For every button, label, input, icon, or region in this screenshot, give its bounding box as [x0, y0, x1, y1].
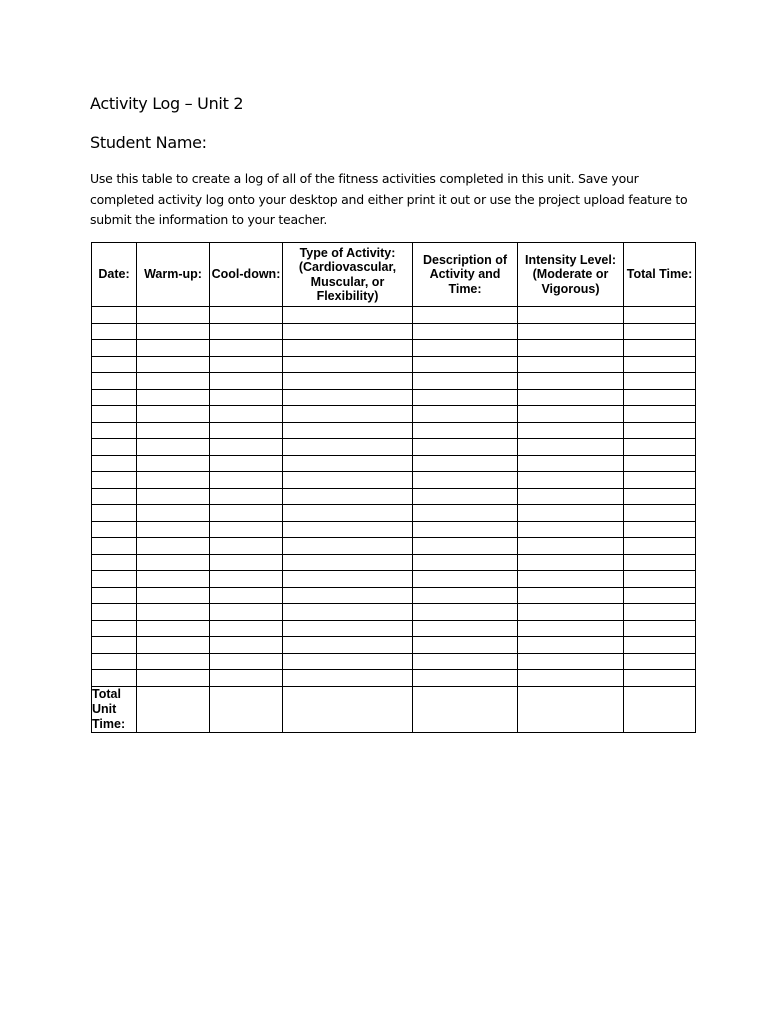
table-cell[interactable] [283, 356, 413, 373]
table-cell[interactable] [283, 653, 413, 670]
table-cell[interactable] [137, 472, 210, 489]
table-cell[interactable] [92, 620, 137, 637]
activity-log-table [91, 242, 696, 733]
table-cell[interactable] [413, 439, 518, 456]
table-cell[interactable] [283, 571, 413, 588]
table-header-row [92, 243, 696, 307]
table-cell[interactable] [413, 488, 518, 505]
table-cell[interactable] [92, 571, 137, 588]
table-cell[interactable] [283, 439, 413, 456]
table-cell[interactable] [283, 604, 413, 621]
table-cell[interactable] [624, 356, 696, 373]
table-cell[interactable] [518, 554, 624, 571]
table-cell[interactable] [518, 637, 624, 654]
total-cell[interactable] [624, 686, 696, 732]
table-cell[interactable] [210, 670, 283, 687]
table-cell[interactable] [210, 455, 283, 472]
table-cell[interactable] [137, 670, 210, 687]
table-cell[interactable] [210, 307, 283, 324]
table-cell[interactable] [92, 422, 137, 439]
table-cell[interactable] [283, 307, 413, 324]
table-row [92, 406, 696, 423]
table-row [92, 439, 696, 456]
table-cell[interactable] [92, 587, 137, 604]
table-cell[interactable] [210, 323, 283, 340]
table-row [92, 323, 696, 340]
table-cell[interactable] [137, 488, 210, 505]
table-cell[interactable] [624, 538, 696, 555]
table-cell[interactable] [283, 455, 413, 472]
table-cell[interactable] [518, 422, 624, 439]
table-cell[interactable] [283, 323, 413, 340]
table-row [92, 604, 696, 621]
table-cell[interactable] [210, 406, 283, 423]
table-cell[interactable] [283, 389, 413, 406]
table-cell[interactable] [283, 521, 413, 538]
header-date: Date: [92, 243, 137, 307]
table-cell[interactable] [624, 505, 696, 522]
header-intensity-level: Intensity Level: (Moderate or Vigorous) [518, 243, 624, 307]
table-cell[interactable] [137, 389, 210, 406]
table-cell[interactable] [413, 373, 518, 390]
table-cell[interactable] [413, 340, 518, 357]
table-cell[interactable] [624, 406, 696, 423]
header-type-of-activity: Type of Activity: (Cardiovascular, Muscular, or Flexibility) [283, 243, 413, 307]
table-cell[interactable] [283, 554, 413, 571]
table-cell[interactable] [92, 604, 137, 621]
table-cell[interactable] [518, 505, 624, 522]
table-row [92, 422, 696, 439]
table-cell[interactable] [413, 356, 518, 373]
table-cell[interactable] [210, 521, 283, 538]
table-cell[interactable] [137, 521, 210, 538]
table-cell[interactable] [137, 422, 210, 439]
table-cell[interactable] [137, 587, 210, 604]
table-cell[interactable] [137, 356, 210, 373]
table-cell[interactable] [413, 587, 518, 604]
table-cell[interactable] [283, 670, 413, 687]
table-cell[interactable] [413, 455, 518, 472]
table-cell[interactable] [518, 439, 624, 456]
table-cell[interactable] [624, 571, 696, 588]
table-cell[interactable] [624, 422, 696, 439]
table-cell[interactable] [283, 587, 413, 604]
table-cell[interactable] [624, 307, 696, 324]
table-cell[interactable] [137, 406, 210, 423]
table-row [92, 521, 696, 538]
table-cell[interactable] [137, 554, 210, 571]
table-cell[interactable] [518, 373, 624, 390]
table-cell[interactable] [518, 455, 624, 472]
table-cell[interactable] [137, 620, 210, 637]
table-cell[interactable] [624, 340, 696, 357]
table-row [92, 538, 696, 555]
table-cell[interactable] [137, 571, 210, 588]
table-cell[interactable] [92, 340, 137, 357]
table-cell[interactable] [518, 307, 624, 324]
table-row [92, 670, 696, 687]
table-row [92, 488, 696, 505]
table-row [92, 571, 696, 588]
table-cell[interactable] [518, 389, 624, 406]
instructions-paragraph: Use this table to create a log of all of the fitness activities completed in this unit. Save your completed activity log onto your desktop and either print it out or use the project upload feature to submit the information to your teacher. [90, 171, 688, 227]
table-row [92, 653, 696, 670]
table-cell[interactable] [137, 340, 210, 357]
table-cell[interactable] [413, 323, 518, 340]
table-cell[interactable] [624, 373, 696, 390]
table-cell[interactable] [413, 307, 518, 324]
table-cell[interactable] [210, 653, 283, 670]
table-row [92, 505, 696, 522]
table-row [92, 620, 696, 637]
table-cell[interactable] [624, 521, 696, 538]
total-cell[interactable] [518, 686, 624, 732]
table-cell[interactable] [283, 373, 413, 390]
table-cell[interactable] [210, 340, 283, 357]
total-cell[interactable] [283, 686, 413, 732]
table-body [92, 307, 696, 733]
table-cell[interactable] [518, 604, 624, 621]
table-cell[interactable] [210, 373, 283, 390]
table-cell[interactable] [92, 554, 137, 571]
total-row [92, 686, 696, 732]
table-cell[interactable] [518, 670, 624, 687]
table-cell[interactable] [210, 356, 283, 373]
table-cell[interactable] [92, 406, 137, 423]
table-cell[interactable] [92, 505, 137, 522]
table-cell[interactable] [283, 422, 413, 439]
table-cell[interactable] [518, 323, 624, 340]
table-row [92, 455, 696, 472]
table-cell[interactable] [92, 670, 137, 687]
table-cell[interactable] [413, 406, 518, 423]
table-cell[interactable] [624, 455, 696, 472]
table-cell[interactable] [137, 455, 210, 472]
table-cell[interactable] [137, 637, 210, 654]
table-row [92, 554, 696, 571]
table-cell[interactable] [283, 488, 413, 505]
table-cell[interactable] [413, 637, 518, 654]
table-cell[interactable] [624, 670, 696, 687]
table-cell[interactable] [210, 472, 283, 489]
table-cell[interactable] [210, 422, 283, 439]
table-cell[interactable] [624, 472, 696, 489]
table-cell[interactable] [413, 670, 518, 687]
total-cell[interactable] [137, 686, 210, 732]
table-cell[interactable] [624, 637, 696, 654]
table-cell[interactable] [92, 521, 137, 538]
table-cell[interactable] [137, 538, 210, 555]
student-name-label: Student Name: [90, 133, 207, 152]
table-cell[interactable] [413, 620, 518, 637]
table-cell[interactable] [413, 554, 518, 571]
total-cell[interactable] [413, 686, 518, 732]
table-cell[interactable] [92, 637, 137, 654]
table-cell[interactable] [92, 389, 137, 406]
table-row [92, 340, 696, 357]
table-cell[interactable] [210, 488, 283, 505]
header-cool-down: Cool-down: [210, 243, 283, 307]
table-cell[interactable] [283, 340, 413, 357]
table-cell[interactable] [283, 505, 413, 522]
table-cell[interactable] [624, 587, 696, 604]
table-row [92, 472, 696, 489]
table-cell[interactable] [624, 389, 696, 406]
table-cell[interactable] [518, 538, 624, 555]
table-cell[interactable] [137, 653, 210, 670]
table-cell[interactable] [624, 439, 696, 456]
table-cell[interactable] [283, 620, 413, 637]
table-cell[interactable] [413, 538, 518, 555]
table-cell[interactable] [92, 323, 137, 340]
table-cell[interactable] [518, 340, 624, 357]
table-cell[interactable] [624, 604, 696, 621]
header-warm-up: Warm-up: [137, 243, 210, 307]
table-cell[interactable] [413, 604, 518, 621]
table-cell[interactable] [92, 439, 137, 456]
total-cell[interactable] [210, 686, 283, 732]
table-cell[interactable] [92, 356, 137, 373]
table-cell[interactable] [518, 356, 624, 373]
table-cell[interactable] [137, 373, 210, 390]
table-cell[interactable] [413, 521, 518, 538]
table-cell[interactable] [210, 439, 283, 456]
table-cell[interactable] [624, 323, 696, 340]
table-cell[interactable] [137, 604, 210, 621]
total-unit-time-label: Total Unit Time: [92, 686, 137, 732]
table-cell[interactable] [210, 389, 283, 406]
table-cell[interactable] [210, 554, 283, 571]
table-cell[interactable] [413, 389, 518, 406]
table-cell[interactable] [518, 472, 624, 489]
table-cell[interactable] [210, 604, 283, 621]
header-description: Description of Activity and Time: [413, 243, 518, 307]
table-cell[interactable] [283, 472, 413, 489]
table-cell[interactable] [518, 587, 624, 604]
table-cell[interactable] [518, 571, 624, 588]
table-row [92, 373, 696, 390]
table-cell[interactable] [210, 620, 283, 637]
table-cell[interactable] [624, 488, 696, 505]
table-cell[interactable] [137, 323, 210, 340]
table-cell[interactable] [518, 488, 624, 505]
table-row [92, 587, 696, 604]
table-cell[interactable] [518, 620, 624, 637]
table-cell[interactable] [413, 653, 518, 670]
table-cell[interactable] [92, 455, 137, 472]
table-cell[interactable] [137, 505, 210, 522]
table-cell[interactable] [92, 653, 137, 670]
table-cell[interactable] [137, 307, 210, 324]
table-cell[interactable] [413, 505, 518, 522]
table-cell[interactable] [413, 472, 518, 489]
table-cell[interactable] [210, 505, 283, 522]
table-cell[interactable] [92, 307, 137, 324]
table-cell[interactable] [624, 653, 696, 670]
table-cell[interactable] [92, 488, 137, 505]
table-cell[interactable] [92, 538, 137, 555]
document-title: Activity Log – Unit 2 [90, 94, 244, 113]
table-cell[interactable] [283, 406, 413, 423]
table-cell[interactable] [518, 521, 624, 538]
table-cell[interactable] [137, 439, 210, 456]
table-row [92, 307, 696, 324]
table-cell[interactable] [413, 571, 518, 588]
table-cell[interactable] [210, 587, 283, 604]
table-cell[interactable] [210, 637, 283, 654]
table-row [92, 356, 696, 373]
table-cell[interactable] [283, 538, 413, 555]
table-cell[interactable] [283, 637, 413, 654]
table-cell[interactable] [210, 538, 283, 555]
table-cell[interactable] [210, 571, 283, 588]
table-cell[interactable] [92, 373, 137, 390]
table-row [92, 389, 696, 406]
table-cell[interactable] [92, 472, 137, 489]
table-cell[interactable] [518, 406, 624, 423]
table-row [92, 637, 696, 654]
table-cell[interactable] [413, 422, 518, 439]
table-cell[interactable] [624, 554, 696, 571]
table-cell[interactable] [624, 620, 696, 637]
header-total-time: Total Time: [624, 243, 696, 307]
table-cell[interactable] [518, 653, 624, 670]
